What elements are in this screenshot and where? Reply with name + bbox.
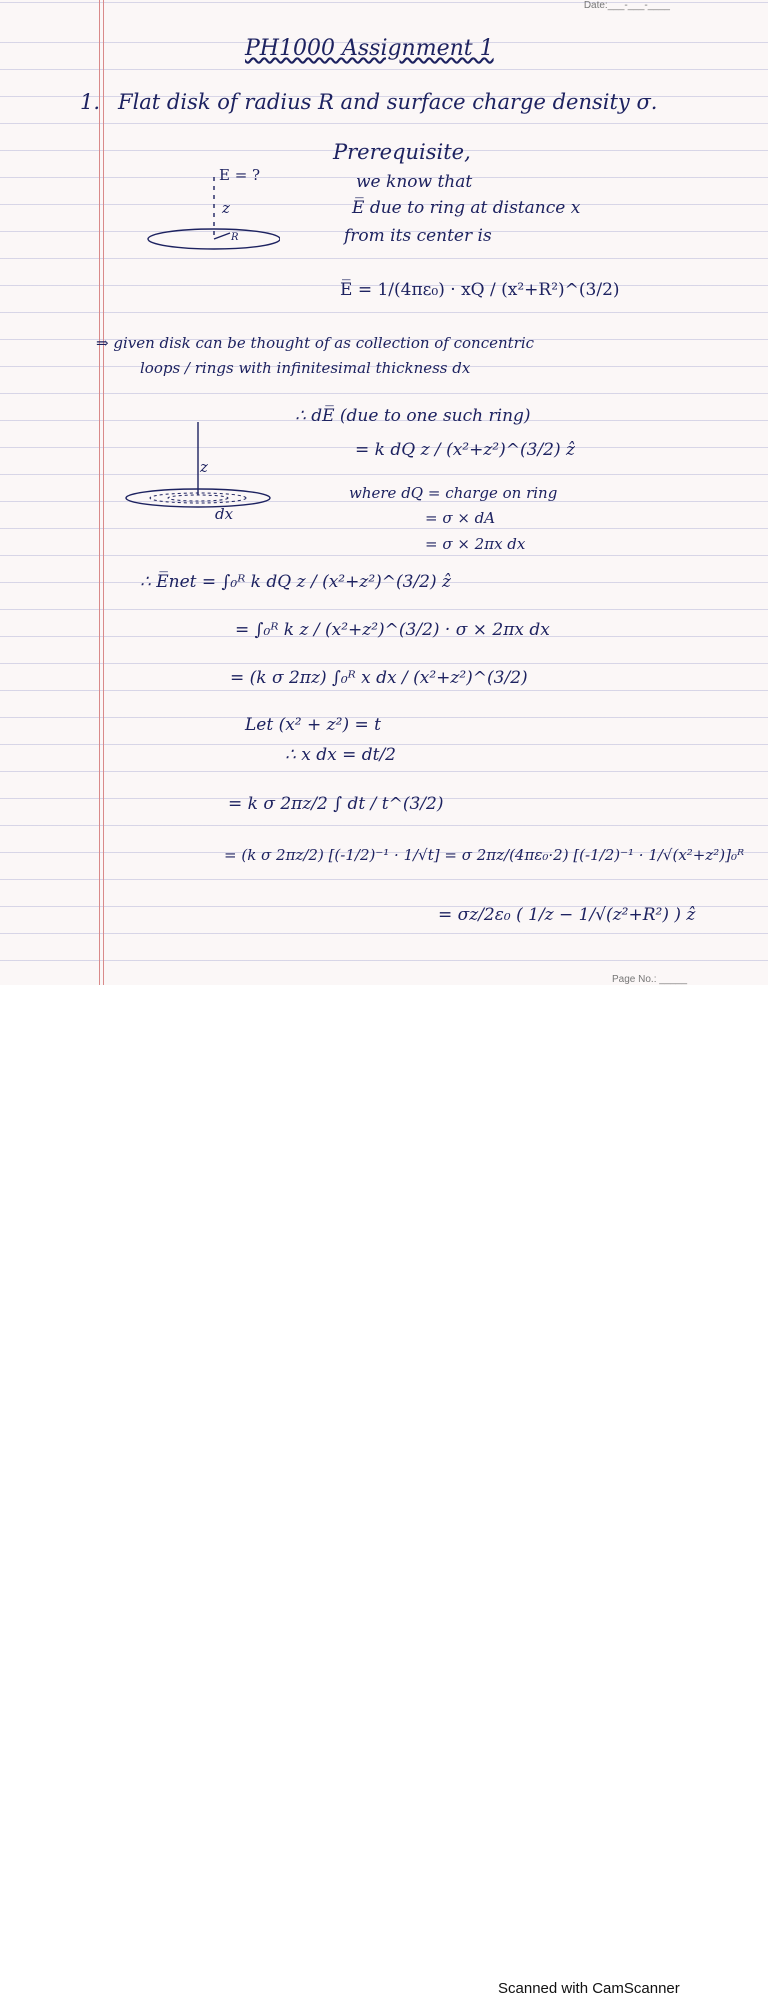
derivation-line: ∴ x dx = dt/2 <box>285 745 396 765</box>
scanner-watermark: Scanned with CamScanner <box>498 1980 680 1997</box>
margin-line <box>103 0 104 985</box>
page-title: PH1000 Assignment 1 <box>245 36 494 61</box>
prerequisite-line: E̅ due to ring at distance x <box>352 198 581 218</box>
dx-label: dx <box>215 505 234 523</box>
z-label: z <box>222 199 230 217</box>
derivation-line: where dQ = charge on ring <box>349 484 558 502</box>
derivation-line: = (k σ 2πz/2) [(-1/2)⁻¹ · 1/√t] = σ 2πz/(4πε₀·2) [(-1/2)⁻¹ · 1/√(x²+z²)]₀ᴿ <box>224 846 745 864</box>
radius-label: R <box>231 232 239 243</box>
page-number-label: Page No.: _____ <box>612 974 688 985</box>
scan-footer <box>0 985 768 1997</box>
derivation-line: Let (x² + z²) = t <box>245 715 381 735</box>
derivation-line: = σ × 2πx dx <box>425 535 526 553</box>
problem-number: 1. <box>80 90 101 114</box>
derivation-line: = k σ 2πz/2 ∫ dt / t^(3/2) <box>228 794 444 814</box>
problem-statement: Flat disk of radius R and surface charge density σ. <box>118 90 658 114</box>
derivation-line: ∴ E̅net = ∫₀ᴿ k dQ z / (x²+z²)^(3/2) ẑ <box>140 572 451 592</box>
derivation-line: ∴ dE̅ (due to one such ring) <box>295 406 531 426</box>
margin-line <box>99 0 100 985</box>
prerequisite-line: from its center is <box>344 226 492 246</box>
z-label: z <box>200 458 208 476</box>
explanation-line: loops / rings with infinitesimal thickness dx <box>140 359 471 377</box>
derivation-line: = k dQ z / (x²+z²)^(3/2) ẑ <box>355 440 575 460</box>
e-unknown-label: E = ? <box>219 166 261 184</box>
notebook-page <box>0 0 768 985</box>
derivation-line: = (k σ 2πz) ∫₀ᴿ x dx / (x²+z²)^(3/2) <box>230 668 528 688</box>
derivation-line: = σ × dA <box>425 509 496 527</box>
derivation-line: = σz/2ε₀ ( 1/z − 1/√(z²+R²) ) ẑ <box>438 905 696 925</box>
prerequisite-heading: Prerequisite, <box>333 140 471 164</box>
date-label: Date:___-___-____ <box>583 0 670 11</box>
ring-field-formula: E̅ = 1/(4πε₀) · xQ / (x²+R²)^(3/2) <box>340 280 620 300</box>
prerequisite-line: we know that <box>356 172 473 192</box>
explanation-line: ⇒ given disk can be thought of as collection of concentric <box>96 334 535 352</box>
derivation-line: = ∫₀ᴿ k z / (x²+z²)^(3/2) · σ × 2πx dx <box>235 620 550 640</box>
